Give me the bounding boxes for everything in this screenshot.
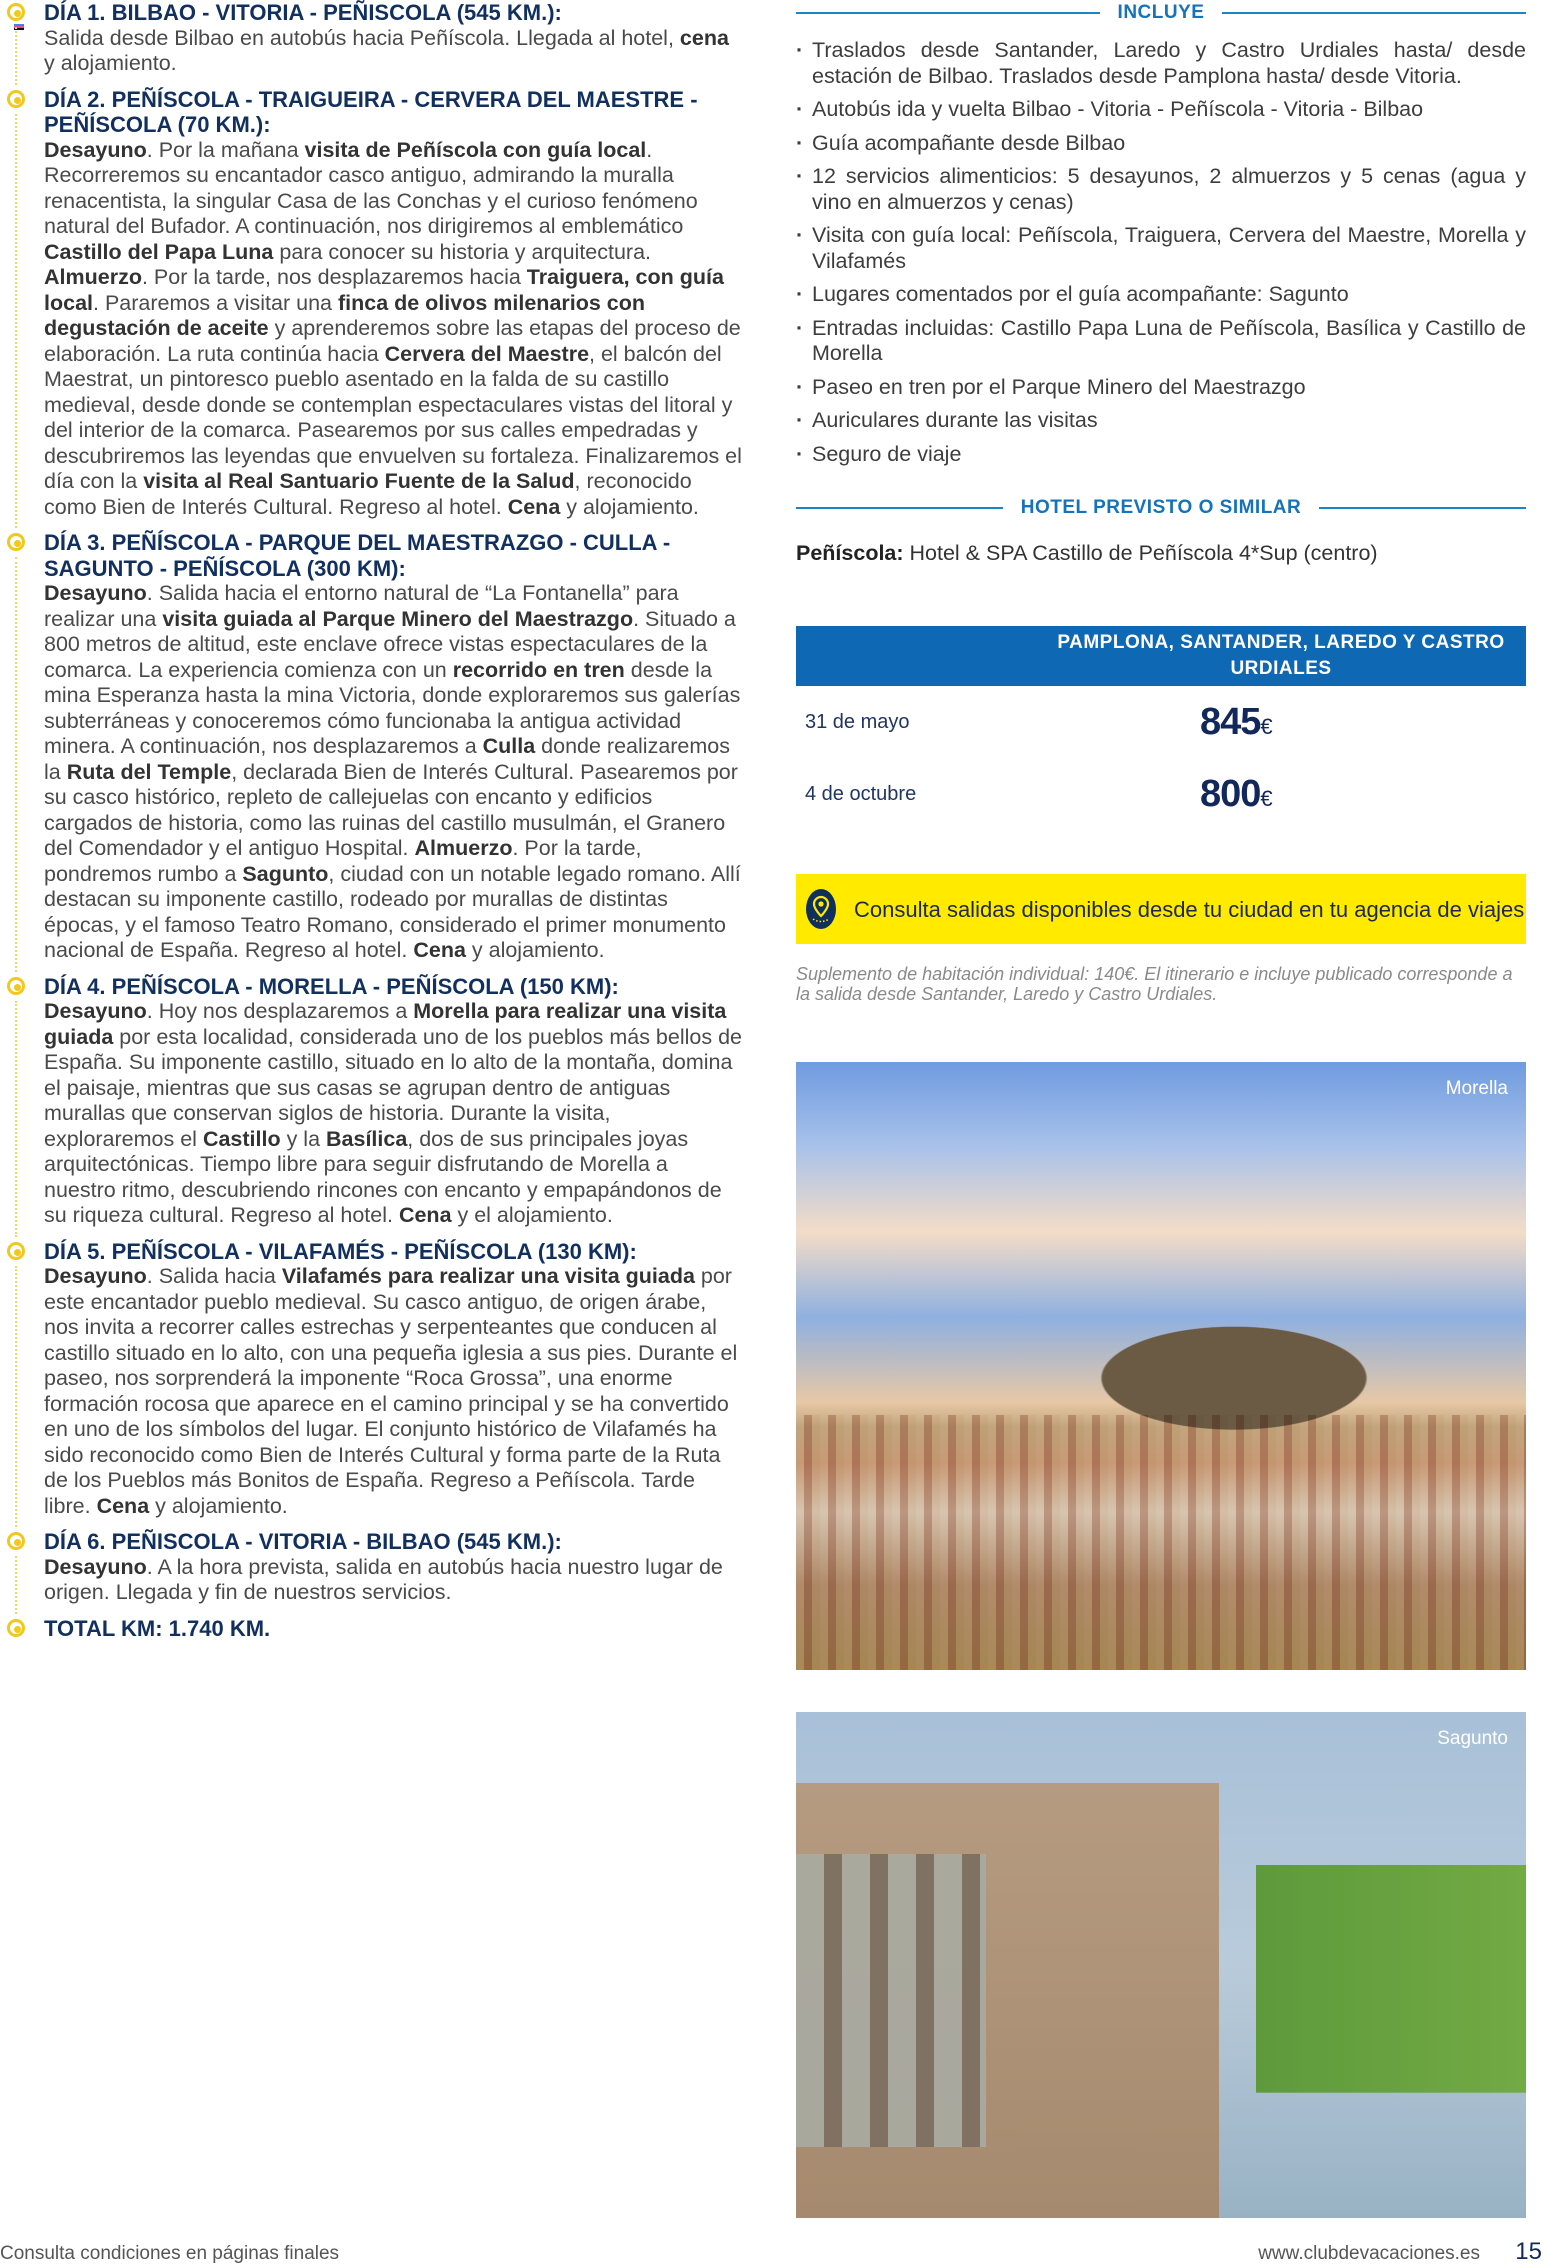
photo-caption: Morella — [1445, 1078, 1508, 1099]
dotted-timeline — [15, 27, 17, 85]
price-value: 800€ — [1200, 772, 1272, 815]
departure-date: 4 de octubre — [805, 782, 917, 805]
itinerary-day — [0, 974, 745, 1229]
dotted-timeline — [15, 1556, 17, 1614]
includes-item: · Seguro de viaje — [796, 442, 1526, 468]
total-km-label: TOTAL KM: 1.740 KM. — [44, 1615, 271, 1641]
pin-marker-icon — [7, 1619, 25, 1637]
total-km — [0, 1616, 745, 1642]
dotted-timeline — [15, 557, 17, 972]
dotted-timeline — [15, 1266, 17, 1528]
footer-conditions: Consulta condiciones en páginas finales — [0, 2243, 340, 2264]
pin-marker-icon — [7, 1532, 25, 1550]
day-description: Desayuno. Salida hacia Vilafamés para realizar una visita guiada por este encantador pueblo medieval. Su casco antiguo, de origen árabe, nos invita a recorrer calles estrechas y serpenteantes que conducen al castillo situado en lo alto, con una pequeña iglesia a sus pies. Durante el paseo, nos sorprenderá la imponente “Roca Grossa”, una enorme formación rocosa que aparece en el camino principal y se ha convertido en uno de los símbolos del lugar. El conjunto histórico de Vilafamés ha sido reconocido como Bien de Interés Cultural y forma parte de la Ruta de los Pueblos más Bonitos de España. Regreso a Peñíscola. Tarde libre. Cena y alojamiento. — [44, 1264, 738, 1518]
day-description: Desayuno. Por la mañana visita de Peñíscola con guía local. Recorreremos su encantador casco antiguo, admirando la muralla renacentista, la singular Casa de las Conchas y el curioso fenómeno natural del Bufador. A continuación, nos dirigiremos al emblemático Castillo del Papa Luna para conocer su historia y arquitectura. Almuerzo. Por la tarde, nos desplazaremos hacia Traiguera, con guía local. Pararemos a visitar una finca de olivos milenarios con degustación de aceite y aprenderemos sobre las etapas del proceso de elaboración. La ruta continúa hacia Cervera del Maestre, el balcón del Maestrat, un pintoresco pueblo asentado en la falda de su castillo medieval, desde donde se contemplan espectaculares vistas del litoral y del interior de la comarca. Pasearemos por sus calles empedradas y descubriremos las leyendas que envuelven su fortaleza. Finalizaremos el día con la visita al Real Santuario Fuente de la Salud, reconocido como Bien de Interés Cultural. Regreso al hotel. Cena y alojamiento. — [44, 137, 742, 519]
itinerary-day — [0, 87, 745, 521]
divider — [796, 507, 1003, 509]
dotted-timeline — [15, 1001, 17, 1237]
day-description: Salida desde Bilbao en autobús hacia Peñíscola. Llegada al hotel, cena y alojamiento. — [44, 25, 729, 75]
includes-item: · 12 servicios alimenticios: 5 desayunos, 2 almuerzos y 5 cenas (agua y vino en almuerzos y cenas) — [796, 164, 1526, 215]
hotel-title: HOTEL PREVISTO O SIMILAR — [1020, 497, 1302, 518]
includes-item: · Visita con guía local: Peñíscola, Traiguera, Cervera del Maestre, Morella y Vilafamés — [796, 223, 1526, 274]
hotel-heading — [796, 497, 1526, 519]
hotel-name: Hotel & SPA Castillo de Peñíscola 4*Sup (centro) — [903, 541, 1378, 565]
pin-marker-icon — [7, 533, 25, 551]
day-description: Desayuno. A la hora prevista, salida en autobús hacia nuestro lugar de origen. Llegada y fin de nuestros servicios. — [44, 1554, 723, 1604]
price-row — [796, 686, 1526, 758]
day-title: DÍA 3. PEÑÍSCOLA - PARQUE DEL MAESTRAZGO - CULLA - SAGUNTO - PEÑÍSCOLA (300 KM): — [44, 530, 671, 581]
info-column — [796, 0, 1526, 1004]
photo-caption: Sagunto — [1437, 1728, 1508, 1749]
page-number: 15 — [1515, 2238, 1542, 2265]
price-value: 845€ — [1200, 700, 1272, 743]
includes-item: · Traslados desde Santander, Laredo y Castro Urdiales hasta/ desde estación de Bilbao. Traslados desde Pamplona hasta/ desde Vitoria. — [796, 38, 1526, 89]
includes-item: · Entradas incluidas: Castillo Papa Luna de Peñíscola, Basílica y Castillo de Morella — [796, 316, 1526, 367]
itinerary-column — [0, 0, 745, 1651]
departures-cta-banner — [796, 874, 1526, 944]
includes-item: · Lugares comentados por el guía acompañante: Sagunto — [796, 282, 1526, 308]
price-table-header — [796, 626, 1526, 686]
footer-url[interactable]: www.clubdevacaciones.es — [1258, 2243, 1480, 2264]
includes-list — [796, 38, 1526, 467]
day-title: DÍA 5. PEÑÍSCOLA - VILAFAMÉS - PEÑÍSCOLA (130 KM): — [44, 1238, 637, 1264]
price-table — [796, 626, 1526, 830]
itinerary-day — [0, 530, 745, 964]
day-title: DÍA 6. PEÑISCOLA - VITORIA - BILBAO (545 KM.): — [44, 1529, 562, 1554]
itinerary-day — [0, 1239, 745, 1520]
pin-marker-icon — [7, 90, 25, 108]
pin-marker-icon — [7, 3, 25, 21]
departure-date: 31 de mayo — [805, 710, 910, 733]
location-pin-icon — [806, 889, 836, 929]
includes-title: INCLUYE — [1117, 2, 1205, 23]
hotel-city: Peñíscola: — [796, 541, 904, 565]
pin-marker-icon — [7, 1242, 25, 1260]
photo-town-texture — [796, 1415, 1526, 1670]
divider — [796, 12, 1100, 14]
morella-photo — [796, 1062, 1526, 1670]
hotel-line — [796, 541, 1526, 566]
day-description: Desayuno. Salida hacia el entorno natural de “La Fontanella” para realizar una visita guiada al Parque Minero del Maestrazgo. Situado a 800 metros de altitud, este enclave ofrece vistas espectaculares de la comarca. La experiencia comienza con un recorrido en tren desde la mina Esperanza hasta la mina Victoria, donde exploraremos sus galerías subterráneas y conoceremos cómo funcionaba la antigua actividad minera. A continuación, nos desplazaremos a Culla donde realizaremos la Ruta del Temple, declarada Bien de Interés Cultural. Pasearemos por su casco histórico, repleto de callejuelas con encanto y edificios cargados de historia, como las ruinas del castillo musulmán, el Granero del Comendador y el antiguo Hospital. Almuerzo. Por la tarde, pondremos rumbo a Sagunto, ciudad con un notable legado romano. Allí destacan su imponente castillo, rodeado por murallas de distintas épocas, y el famoso Teatro Romano, considerado el primer monumento nacional de España. Regreso al hotel. Cena y alojamiento. — [44, 581, 741, 962]
day-title: DÍA 1. BILBAO - VITORIA - PEÑISCOLA (545 KM.): — [44, 0, 562, 25]
pin-marker-icon — [7, 977, 25, 995]
includes-item: · Paseo en tren por el Parque Minero del Maestrazgo — [796, 375, 1526, 401]
includes-item: · Autobús ida y vuelta Bilbao - Vitoria - Peñíscola - Vitoria - Bilbao — [796, 97, 1526, 123]
divider — [1319, 507, 1526, 509]
includes-heading — [796, 2, 1526, 24]
sagunto-photo — [796, 1712, 1526, 2218]
divider — [1222, 12, 1526, 14]
departure-cities: PAMPLONA, SANTANDER, LAREDO Y CASTRO URDIALES — [1057, 632, 1505, 679]
dotted-timeline — [15, 114, 17, 529]
price-row — [796, 758, 1526, 830]
day-description: Desayuno. Hoy nos desplazaremos a Morella para realizar una visita guiada por esta localidad, considerada uno de los pueblos más bellos de España. Su imponente castillo, situado en lo alto de la montaña, domina el paisaje, mientras que sus casas se agrupan dentro de antiguas murallas que conservan siglos de historia. Durante la visita, exploraremos el Castillo y la Basílica, dos de sus principales joyas arquitectónicas. Tiempo libre para seguir disfrutando de Morella a nuestro ritmo, descubriendo rincones con encanto y empapándonos de su riqueza cultural. Regreso al hotel. Cena y el alojamiento. — [44, 999, 742, 1227]
cta-text: Consulta salidas disponibles desde tu ciudad en tu agencia de viajes — [854, 896, 1525, 922]
includes-item: · Auriculares durante las visitas — [796, 408, 1526, 434]
day-title: DÍA 2. PEÑÍSCOLA - TRAIGUEIRA - CERVERA DEL MAESTRE - PEÑÍSCOLA (70 KM.): — [44, 86, 698, 137]
itinerary-day — [0, 0, 745, 77]
day-title: DÍA 4. PEÑÍSCOLA - MORELLA - PEÑÍSCOLA (150 KM): — [44, 973, 619, 999]
itinerary-days — [0, 0, 745, 1641]
photo-columns-texture — [796, 1854, 986, 2147]
itinerary-day — [0, 1529, 745, 1606]
supplement-note: Suplemento de habitación individual: 140€. El itinerario e incluye publicado corresponde a la salida desde Santander, Laredo y Castro Urdiales. — [796, 964, 1513, 1004]
includes-item: · Guía acompañante desde Bilbao — [796, 131, 1526, 157]
